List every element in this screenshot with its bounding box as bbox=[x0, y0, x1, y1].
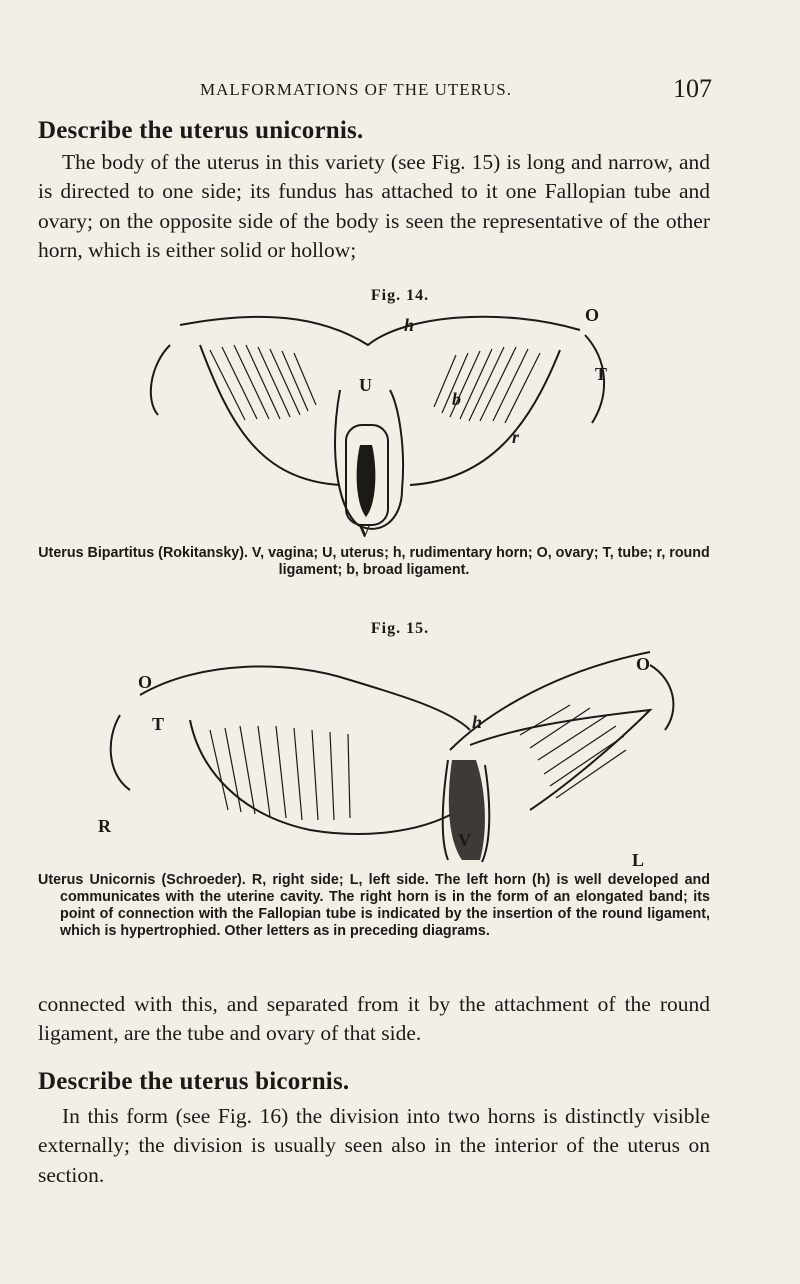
page-number: 107 bbox=[673, 74, 712, 103]
figure-14-caption: Uterus Bipartitus (Rokitansky). V, vagina; U, uterus; h, rudimentary horn; O, ovary; T, tube; r, round ligament; b, broad ligament. bbox=[38, 545, 710, 578]
fig14-letter-b: b bbox=[452, 389, 461, 409]
running-head bbox=[40, 74, 712, 110]
fig14-letter-r: r bbox=[512, 427, 520, 447]
fig14-letter-T: T bbox=[595, 364, 608, 384]
fig14-letter-h: h bbox=[404, 315, 415, 335]
figure-14-label: Fig. 14. bbox=[370, 287, 430, 304]
figure-15-caption: Uterus Unicornis (Schroeder). R, right side; L, left side. The left horn (h) is well developed and communicates with the uterine cavity. The right horn is in the form of an elongated band; its point of connection with the Fallopian tube is indicated by the insertion of the round ligament, which is hypertrophied. Other letters as in preceding diagrams. bbox=[38, 872, 710, 939]
fig15-letter-R: R bbox=[98, 816, 111, 836]
figure-14-drawing bbox=[140, 305, 610, 540]
fig15-letter-V: V bbox=[458, 830, 471, 850]
fig15-letter-O-right: O bbox=[636, 654, 651, 674]
fig15-letter-T: T bbox=[152, 714, 165, 734]
paragraph-bicornis: In this form (see Fig. 16) the division into two horns is distinctly visible externally; the division is usually seen also in the interior of the uterus on section. bbox=[38, 1104, 710, 1187]
figure-14-illustration bbox=[140, 305, 610, 540]
fig15-letter-O-left: O bbox=[138, 672, 153, 692]
paragraph-unicornis: The body of the uterus in this variety (see Fig. 15) is long and narrow, and is directed to one side; its fundus has attached to it one Fallopian tube and ovary; on the opposite side of the body is seen the representative of the other horn, which is either solid or hollow; bbox=[38, 150, 710, 262]
fig15-letter-L: L bbox=[632, 850, 645, 870]
figure-15-label: Fig. 15. bbox=[370, 620, 430, 637]
section-heading-unicornis: Describe the uterus unicornis. bbox=[38, 117, 364, 144]
fig14-letter-U: U bbox=[359, 375, 372, 395]
section-heading-bicornis: Describe the uterus bicornis. bbox=[38, 1068, 350, 1095]
fig14-letter-O: O bbox=[585, 305, 600, 325]
fig15-letter-h: h bbox=[472, 712, 483, 732]
running-title: MALFORMATIONS OF THE UTERUS. bbox=[200, 80, 512, 99]
figure-15-illustration bbox=[90, 640, 690, 870]
fig14-letter-V: V bbox=[358, 521, 371, 540]
paragraph-continuation: connected with this, and separated from it by the attachment of the round ligament, are the tube and ovary of that side. bbox=[38, 992, 710, 1046]
figure-15-drawing bbox=[90, 640, 690, 870]
